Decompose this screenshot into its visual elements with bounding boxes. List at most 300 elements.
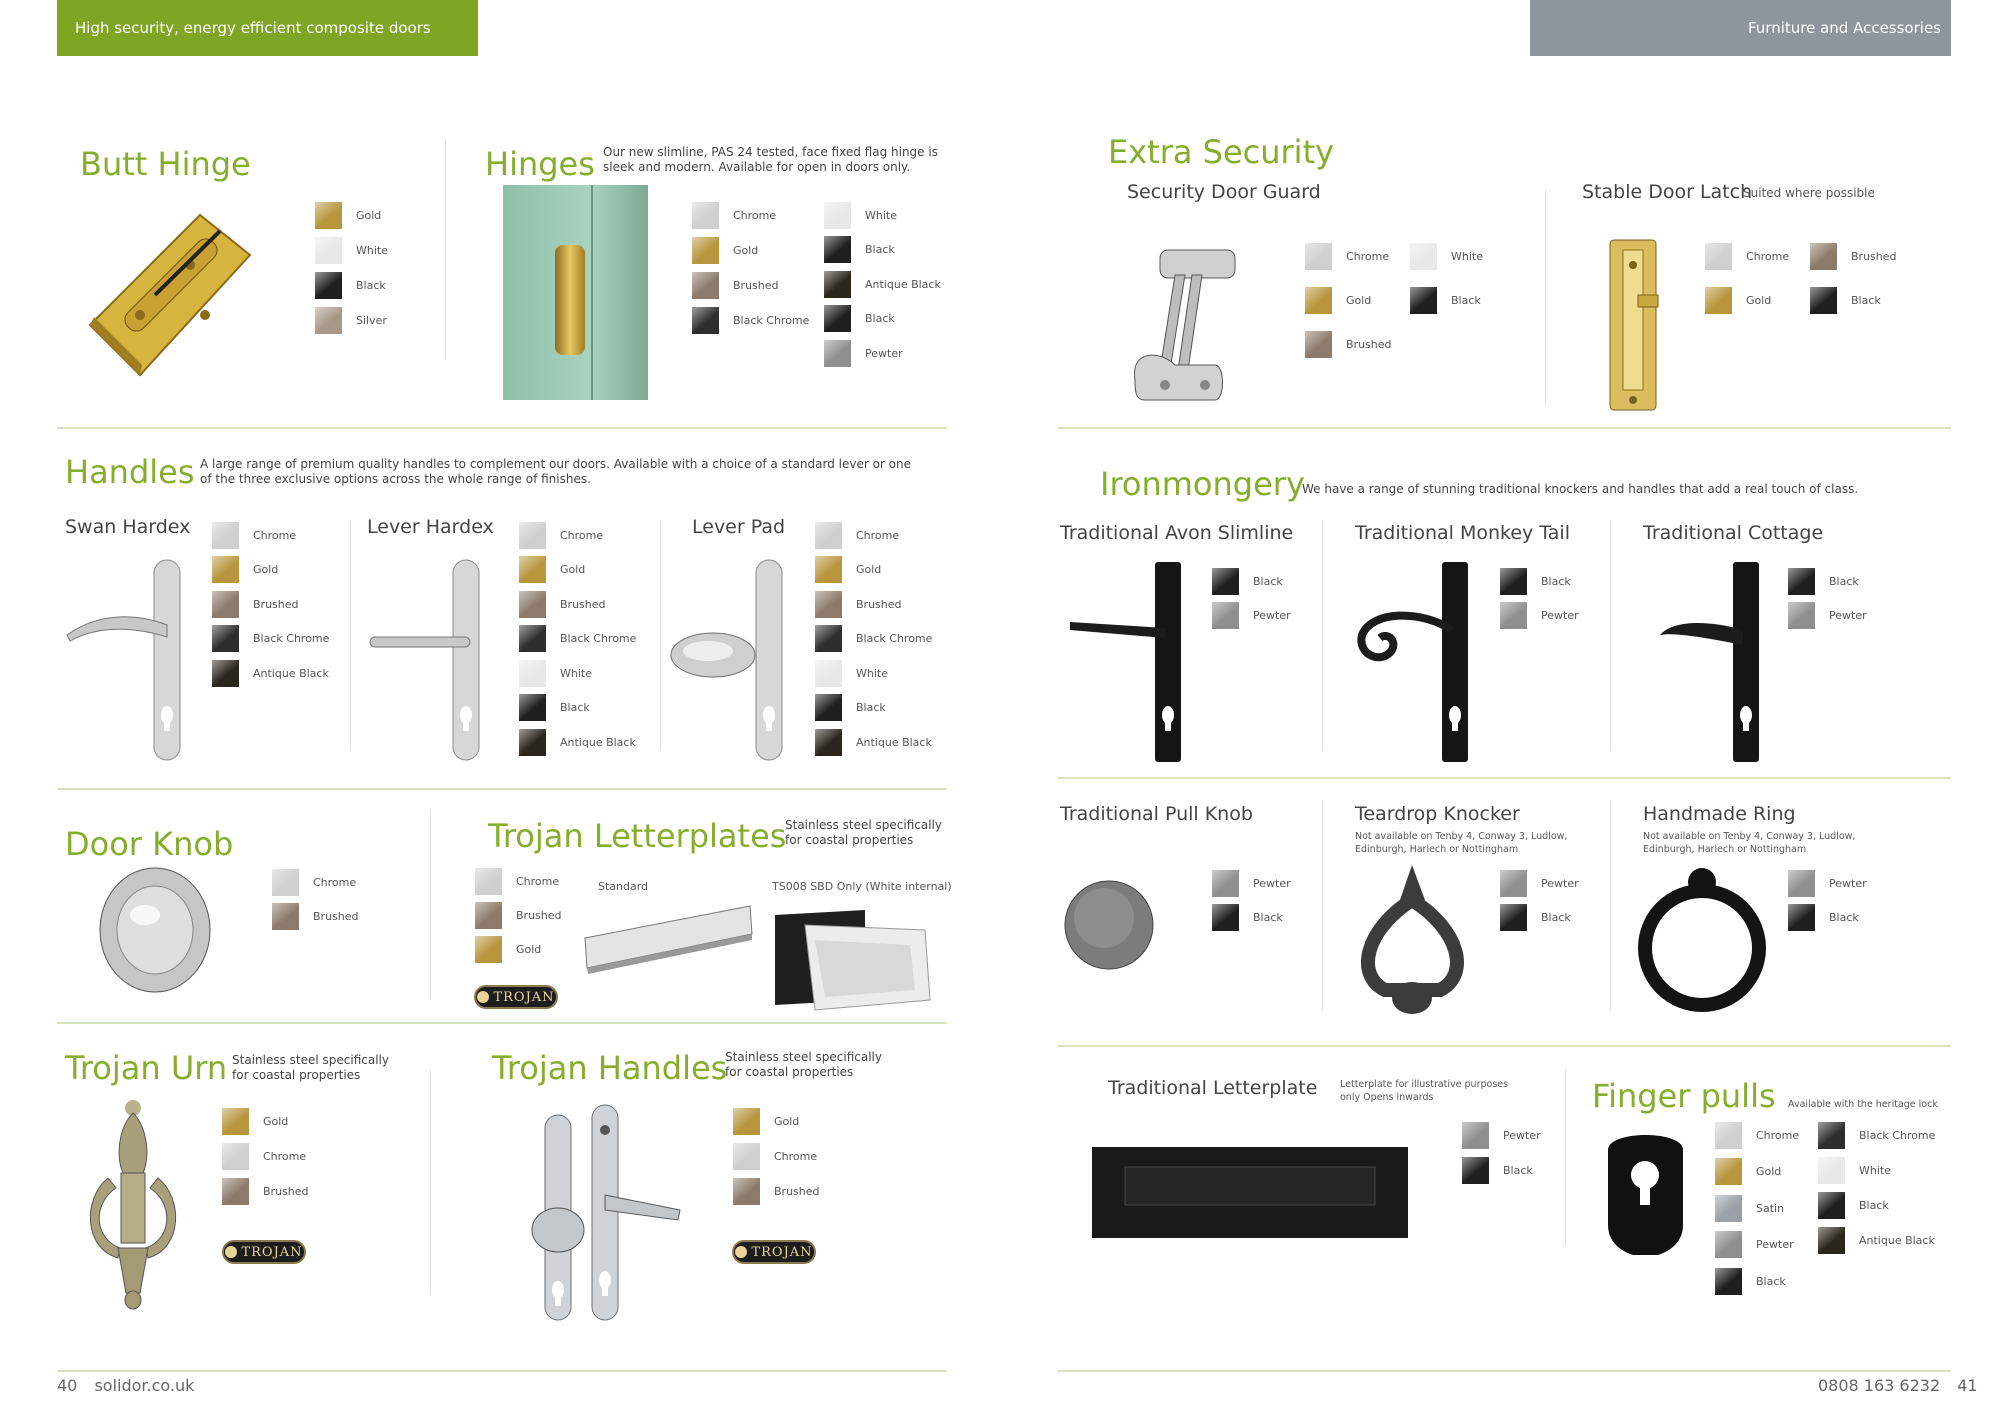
finish-label: Black xyxy=(1541,911,1571,924)
finish-swatch-brushed xyxy=(1810,243,1897,269)
finish-label: White xyxy=(856,666,888,680)
finish-label: Black xyxy=(1829,911,1859,924)
finish-label: Chrome xyxy=(263,1149,307,1163)
finish-color-chip xyxy=(475,936,502,963)
finish-label: Brushed xyxy=(1346,337,1392,351)
finish-color-chip xyxy=(692,272,719,299)
finish-label: Gold xyxy=(560,563,586,576)
finish-swatch-gold xyxy=(1705,287,1771,313)
finish-color-chip xyxy=(272,903,299,930)
finish-swatch-black xyxy=(1212,568,1283,594)
finish-color-chip xyxy=(815,625,842,652)
finish-swatch-chrome xyxy=(1305,243,1389,269)
finish-label: Brushed xyxy=(856,597,902,611)
finish-swatch-pewter xyxy=(824,340,903,366)
finish-swatch-gold xyxy=(475,936,541,962)
finish-swatch-black xyxy=(815,695,886,721)
page-number-right: 41 xyxy=(1957,1376,1978,1395)
finish-color-chip xyxy=(815,694,842,721)
finish-color-chip xyxy=(519,591,546,618)
finish-swatch-chrome xyxy=(519,522,603,548)
finish-label: Black xyxy=(1541,574,1571,588)
ironmongery-title: Ironmongery xyxy=(1100,465,1305,503)
finish-swatch-brushed xyxy=(222,1178,309,1204)
vertical-divider xyxy=(1545,190,1546,405)
standard-label: Standard xyxy=(598,880,649,893)
finish-swatch-brushed xyxy=(733,1178,820,1204)
finish-swatch-pewter xyxy=(1212,870,1291,896)
finish-label: Chrome xyxy=(856,528,900,542)
finish-color-chip xyxy=(1705,243,1732,270)
finish-label: Gold xyxy=(733,243,759,257)
finish-color-chip xyxy=(1788,602,1815,629)
finish-swatch-black-chrome xyxy=(692,307,809,333)
finish-label: Black xyxy=(856,701,886,714)
finish-color-chip xyxy=(1500,602,1527,629)
trad-letterplate-image xyxy=(1090,1145,1410,1240)
finish-label: Pewter xyxy=(1541,876,1579,890)
finish-swatch-black xyxy=(1788,568,1859,594)
finish-color-chip xyxy=(222,1178,249,1205)
finish-label: Chrome xyxy=(774,1149,818,1163)
finish-color-chip xyxy=(315,307,342,334)
divider xyxy=(57,788,947,790)
finish-swatch-white xyxy=(315,237,388,263)
finish-swatch-black-chrome xyxy=(519,626,636,652)
finish-color-chip xyxy=(1305,287,1332,314)
finish-color-chip xyxy=(1410,287,1437,314)
butt-hinge-image xyxy=(80,195,270,385)
finish-label: Pewter xyxy=(1541,609,1579,622)
vertical-divider xyxy=(1565,1070,1566,1245)
avon-slimline-label: Traditional Avon Slimline xyxy=(1060,522,1294,544)
finish-swatch-gold xyxy=(1715,1159,1781,1185)
finish-label: Chrome xyxy=(733,208,777,222)
finish-color-chip xyxy=(1818,1227,1845,1254)
finish-label: Black Chrome xyxy=(733,313,810,327)
finish-color-chip xyxy=(1500,870,1527,897)
finish-swatch-black xyxy=(1810,287,1881,313)
finish-swatch-black xyxy=(1462,1157,1533,1183)
finish-swatch-pewter xyxy=(1788,870,1867,896)
finish-swatch-black xyxy=(519,695,590,721)
finish-label: Black xyxy=(560,701,590,714)
teardrop-knocker-label: Teardrop Knocker xyxy=(1355,803,1520,825)
finish-label: Black xyxy=(1503,1163,1533,1177)
handmade-ring-note: Not available on Tenby 4, Conway 3, Ludlow, Edinburgh, Harlech or Nottingham xyxy=(1643,831,1856,855)
finish-label: Black Chrome xyxy=(856,632,933,645)
finish-swatch-antique-black xyxy=(519,729,636,755)
trojan-handles-image xyxy=(520,1100,690,1330)
finish-label: White xyxy=(1451,249,1483,263)
trojan-letterplates-description: Stainless steel specifically for coastal properties xyxy=(785,818,942,847)
finish-swatch-black xyxy=(1500,568,1571,594)
finger-pull-image xyxy=(1598,1130,1693,1260)
finish-swatch-antique-black xyxy=(824,271,941,297)
finish-label: Pewter xyxy=(1829,876,1867,890)
teardrop-knocker-image xyxy=(1345,860,1480,1020)
finish-swatch-black xyxy=(824,306,895,332)
finish-color-chip xyxy=(824,202,851,229)
finish-label: Brushed xyxy=(253,597,299,611)
finish-label: Black xyxy=(1253,911,1283,924)
finish-label: Brushed xyxy=(733,278,779,292)
cottage-label: Traditional Cottage xyxy=(1643,522,1824,544)
finish-label: Gold xyxy=(356,208,382,222)
finish-color-chip xyxy=(1715,1122,1742,1149)
finish-color-chip xyxy=(1788,870,1815,897)
finish-label: Chrome xyxy=(1346,249,1390,263)
website-link[interactable]: solidor.co.uk xyxy=(94,1376,195,1395)
finish-color-chip xyxy=(519,556,546,583)
vertical-divider xyxy=(1322,800,1323,1010)
finish-label: Chrome xyxy=(1756,1128,1800,1142)
vertical-divider xyxy=(1322,520,1323,750)
finish-swatch-pewter xyxy=(1500,603,1579,629)
finish-label: Black Chrome xyxy=(253,632,330,645)
finish-color-chip xyxy=(1788,904,1815,931)
page-number-left: 40 xyxy=(57,1376,78,1395)
finish-color-chip xyxy=(222,1143,249,1170)
avon-slimline-image xyxy=(1065,560,1195,765)
finish-swatch-antique-black xyxy=(212,660,329,686)
security-door-guard-image xyxy=(1120,240,1250,410)
finish-swatch-black xyxy=(1212,905,1283,931)
handmade-ring-label: Handmade Ring xyxy=(1643,803,1796,825)
divider xyxy=(1058,427,1951,429)
finger-pulls-note: Available with the heritage lock xyxy=(1788,1099,1938,1110)
finish-swatch-brushed xyxy=(815,591,902,617)
finish-color-chip xyxy=(519,694,546,721)
finish-label: Satin xyxy=(1756,1201,1785,1215)
finish-color-chip xyxy=(212,660,239,687)
finish-swatch-chrome xyxy=(1705,243,1789,269)
finish-swatch-chrome xyxy=(272,869,356,895)
finish-color-chip xyxy=(1715,1158,1742,1185)
vertical-divider xyxy=(1610,800,1611,1010)
finish-label: Pewter xyxy=(1756,1238,1794,1251)
lever-pad-label: Lever Pad xyxy=(692,516,786,538)
finish-swatch-gold xyxy=(1305,287,1371,313)
finish-color-chip xyxy=(815,591,842,618)
finish-label: Antique Black xyxy=(1859,1233,1935,1247)
finish-swatch-white xyxy=(1818,1157,1891,1183)
finish-color-chip xyxy=(692,237,719,264)
footer-right xyxy=(1818,1376,1978,1395)
finish-swatch-black xyxy=(1715,1268,1786,1294)
finish-color-chip xyxy=(1705,287,1732,314)
finish-color-chip xyxy=(1810,287,1837,314)
finish-color-chip xyxy=(222,1108,249,1135)
finish-color-chip xyxy=(733,1143,760,1170)
finish-color-chip xyxy=(1410,243,1437,270)
finish-swatch-chrome xyxy=(212,522,296,548)
finish-color-chip xyxy=(1500,568,1527,595)
finish-label: Chrome xyxy=(560,528,604,542)
trojan-urn-description: Stainless steel specifically for coastal properties xyxy=(232,1053,389,1082)
finish-color-chip xyxy=(1462,1157,1489,1184)
finish-swatch-chrome xyxy=(733,1143,817,1169)
finish-swatch-gold xyxy=(733,1108,799,1134)
cottage-image xyxy=(1648,560,1778,765)
finish-swatch-pewter xyxy=(1500,870,1579,896)
standard-letterplate-image xyxy=(580,898,755,978)
stable-door-latch-image xyxy=(1598,235,1668,415)
finish-color-chip xyxy=(1500,904,1527,931)
phone-number: 0808 163 6232 xyxy=(1818,1376,1941,1395)
finish-color-chip xyxy=(815,729,842,756)
lever-hardex-label: Lever Hardex xyxy=(367,516,494,538)
finish-swatch-antique-black xyxy=(815,729,932,755)
monkey-tail-label: Traditional Monkey Tail xyxy=(1355,522,1570,544)
finish-color-chip xyxy=(1788,568,1815,595)
finish-swatch-brushed xyxy=(1305,331,1392,357)
finish-color-chip xyxy=(1212,602,1239,629)
stable-door-latch-note: Suited where possible xyxy=(1743,186,1875,200)
trojan-letterplates-title: Trojan Letterplates xyxy=(488,817,787,855)
finish-label: Antique Black xyxy=(865,277,941,291)
finish-swatch-gold xyxy=(692,237,758,263)
monkey-tail-image xyxy=(1352,560,1482,765)
finish-label: Pewter xyxy=(1503,1128,1541,1142)
finish-swatch-brushed xyxy=(692,272,779,298)
finish-swatch-white xyxy=(815,660,888,686)
finish-swatch-gold xyxy=(222,1108,288,1134)
finish-label: Black Chrome xyxy=(560,632,637,645)
hinges-image xyxy=(503,185,648,400)
finish-label: White xyxy=(1859,1163,1891,1177)
finish-swatch-black xyxy=(1500,905,1571,931)
header-left-text: High security, energy efficient composite doors xyxy=(75,19,431,37)
ts008-label: TS008 SBD Only (White internal) xyxy=(772,880,952,893)
finish-color-chip xyxy=(212,556,239,583)
teardrop-knocker-note: Not available on Tenby 4, Conway 3, Ludlow, Edinburgh, Harlech or Nottingham xyxy=(1355,831,1568,855)
vertical-divider xyxy=(660,520,661,750)
finger-pulls-title: Finger pulls xyxy=(1592,1077,1776,1115)
finish-swatch-white xyxy=(519,660,592,686)
finish-label: Silver xyxy=(356,313,387,327)
finish-color-chip xyxy=(1818,1157,1845,1184)
vertical-divider xyxy=(350,520,351,750)
trojan-urn-title: Trojan Urn xyxy=(65,1049,228,1087)
lever-pad-image xyxy=(668,555,798,765)
finish-label: Brushed xyxy=(516,908,562,922)
finish-label: Black Chrome xyxy=(1859,1128,1936,1142)
finish-swatch-gold xyxy=(815,557,881,583)
finish-color-chip xyxy=(1305,331,1332,358)
finish-color-chip xyxy=(692,202,719,229)
trojan-logo: TROJAN xyxy=(732,1240,816,1264)
finish-label: Gold xyxy=(263,1114,289,1128)
finish-swatch-chrome xyxy=(815,522,899,548)
finish-label: Black xyxy=(1859,1198,1889,1212)
finish-swatch-satin xyxy=(1715,1195,1784,1221)
extra-security-title: Extra Security xyxy=(1108,133,1335,171)
finish-swatch-black-chrome xyxy=(815,626,932,652)
finish-label: Antique Black xyxy=(253,666,329,680)
finish-color-chip xyxy=(733,1178,760,1205)
handles-title: Handles xyxy=(65,453,195,491)
divider xyxy=(1058,1045,1951,1047)
finish-label: Black xyxy=(865,243,895,256)
finish-swatch-chrome xyxy=(692,202,776,228)
finish-swatch-black xyxy=(1410,287,1481,313)
finish-label: Gold xyxy=(774,1114,800,1128)
finish-label: Gold xyxy=(856,563,882,576)
finish-color-chip xyxy=(212,522,239,549)
finish-color-chip xyxy=(692,307,719,334)
finish-swatch-pewter xyxy=(1212,603,1291,629)
finish-label: Gold xyxy=(1746,293,1772,307)
finish-label: Gold xyxy=(1756,1165,1782,1178)
footer-left xyxy=(57,1376,194,1395)
finish-color-chip xyxy=(1212,870,1239,897)
finish-label: White xyxy=(560,666,592,680)
finish-color-chip xyxy=(519,625,546,652)
door-knob-image xyxy=(85,860,235,1000)
swan-hardex-image xyxy=(62,555,192,765)
finish-color-chip xyxy=(1715,1268,1742,1295)
finish-label: Antique Black xyxy=(856,735,932,749)
finish-color-chip xyxy=(1715,1195,1742,1222)
finish-swatch-white xyxy=(1410,243,1483,269)
finish-label: Black xyxy=(1756,1274,1786,1288)
trojan-logo: TROJAN xyxy=(474,985,558,1009)
finish-swatch-silver xyxy=(315,307,387,333)
finish-color-chip xyxy=(1212,568,1239,595)
finish-color-chip xyxy=(212,591,239,618)
handles-description: A large range of premium quality handles to complement our doors. Available with a choice of a standard lever or one of the three exclusive options across the whole range of finishes. xyxy=(200,457,912,486)
finish-label: White xyxy=(356,243,388,257)
finish-color-chip xyxy=(475,868,502,895)
stable-door-latch-label: Stable Door Latch xyxy=(1582,181,1753,203)
finish-label: Black xyxy=(1451,293,1481,307)
finish-label: Black xyxy=(1851,293,1881,307)
finish-color-chip xyxy=(1818,1122,1845,1149)
finish-label: Chrome xyxy=(1746,249,1790,263)
finish-color-chip xyxy=(815,660,842,687)
finish-swatch-pewter xyxy=(1715,1232,1794,1258)
ironmongery-description: We have a range of stunning traditional knockers and handles that add a real touch of class. xyxy=(1302,482,1859,496)
finish-label: Gold xyxy=(253,563,279,576)
security-door-guard-label: Security Door Guard xyxy=(1127,181,1321,203)
butt-hinge-title: Butt Hinge xyxy=(80,145,251,183)
header-right-text: Furniture and Accessories xyxy=(1747,19,1941,37)
trojan-urn-image xyxy=(78,1098,188,1313)
finish-label: Chrome xyxy=(516,874,560,888)
finish-swatch-brushed xyxy=(212,591,299,617)
finish-color-chip xyxy=(315,202,342,229)
finish-color-chip xyxy=(815,556,842,583)
finish-swatch-black xyxy=(315,272,386,298)
finish-swatch-gold xyxy=(212,557,278,583)
finish-color-chip xyxy=(824,236,851,263)
finish-color-chip xyxy=(315,237,342,264)
finish-label: Pewter xyxy=(1253,876,1291,890)
finish-label: Chrome xyxy=(253,528,297,542)
finish-label: Pewter xyxy=(865,346,903,360)
finish-color-chip xyxy=(519,660,546,687)
finish-swatch-chrome xyxy=(222,1143,306,1169)
trojan-logo: TROJAN xyxy=(222,1240,306,1264)
finish-color-chip xyxy=(824,271,851,298)
finish-color-chip xyxy=(475,902,502,929)
finish-label: Brushed xyxy=(560,597,606,611)
finish-color-chip xyxy=(315,272,342,299)
finish-color-chip xyxy=(1810,243,1837,270)
door-knob-title: Door Knob xyxy=(65,825,234,863)
pull-knob-label: Traditional Pull Knob xyxy=(1060,803,1253,825)
finish-label: White xyxy=(865,208,897,222)
swan-hardex-label: Swan Hardex xyxy=(65,516,191,538)
finish-swatch-chrome xyxy=(475,868,559,894)
divider xyxy=(1058,1370,1951,1372)
finish-swatch-brushed xyxy=(272,903,359,929)
finish-label: Brushed xyxy=(774,1184,820,1198)
trojan-handles-title: Trojan Handles xyxy=(492,1049,728,1087)
finish-swatch-black xyxy=(824,237,895,263)
finish-swatch-gold xyxy=(315,202,381,228)
finish-color-chip xyxy=(1305,243,1332,270)
finish-color-chip xyxy=(733,1108,760,1135)
finish-color-chip xyxy=(1818,1192,1845,1219)
finish-color-chip xyxy=(1212,904,1239,931)
finish-label: Black xyxy=(1829,574,1859,588)
finish-label: Brushed xyxy=(313,909,359,923)
finish-swatch-pewter xyxy=(1462,1122,1541,1148)
finish-swatch-white xyxy=(824,202,897,228)
finish-label: Antique Black xyxy=(560,735,636,749)
lever-hardex-image xyxy=(365,555,495,765)
finish-swatch-black-chrome xyxy=(1818,1122,1935,1148)
finish-color-chip xyxy=(815,522,842,549)
finish-label: Pewter xyxy=(1253,609,1291,622)
finish-color-chip xyxy=(519,729,546,756)
trojan-handles-description: Stainless steel specifically for coastal properties xyxy=(725,1050,882,1079)
finish-label: Gold xyxy=(1346,293,1372,307)
finish-label: Chrome xyxy=(313,875,357,889)
finish-label: Black xyxy=(865,312,895,325)
finish-label: Black xyxy=(356,278,386,292)
vertical-divider xyxy=(430,810,431,1000)
finish-swatch-brushed xyxy=(519,591,606,617)
finish-label: Brushed xyxy=(1851,249,1897,263)
divider xyxy=(57,1022,947,1024)
finish-color-chip xyxy=(824,340,851,367)
vertical-divider xyxy=(445,140,446,360)
handmade-ring-image xyxy=(1625,860,1780,1015)
finish-color-chip xyxy=(212,625,239,652)
divider xyxy=(57,427,947,429)
vertical-divider xyxy=(430,1070,431,1295)
finish-color-chip xyxy=(272,869,299,896)
header-tab-left xyxy=(57,0,478,56)
finish-swatch-black xyxy=(1818,1192,1889,1218)
hinges-description: Our new slimline, PAS 24 tested, face fixed flag hinge is sleek and modern. Available for open in doors only. xyxy=(603,145,938,174)
finish-swatch-antique-black xyxy=(1818,1227,1935,1253)
divider xyxy=(1058,777,1951,779)
vertical-divider xyxy=(1610,520,1611,750)
header-tab-right xyxy=(1530,0,1951,56)
trad-letterplate-label: Traditional Letterplate xyxy=(1108,1077,1318,1099)
ts008-letterplate-image xyxy=(765,905,935,1015)
finish-swatch-brushed xyxy=(475,902,562,928)
finish-color-chip xyxy=(519,522,546,549)
pull-knob-image xyxy=(1062,878,1157,973)
finish-color-chip xyxy=(1462,1122,1489,1149)
finish-color-chip xyxy=(1715,1231,1742,1258)
finish-label: Pewter xyxy=(1829,609,1867,622)
